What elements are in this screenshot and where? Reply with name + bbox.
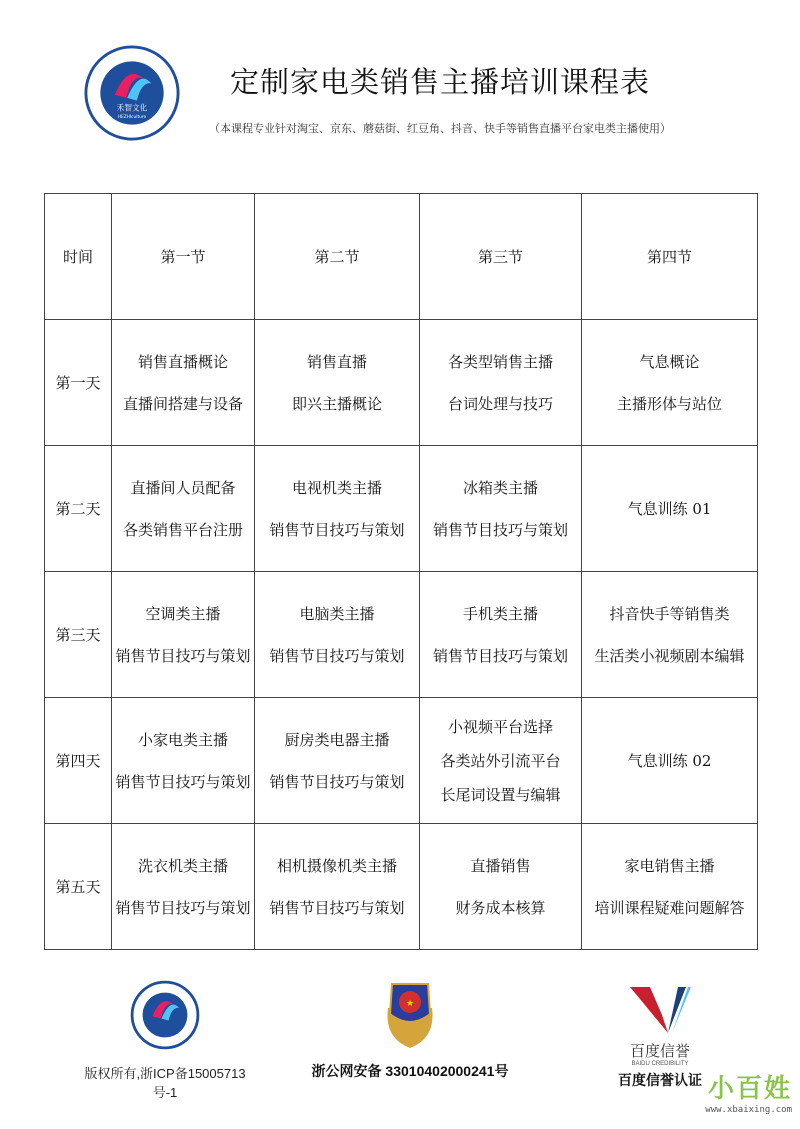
table-row xyxy=(45,320,758,446)
baidu-logo-en: BAIDU CREDIBILITY xyxy=(631,1061,689,1067)
course-line: 销售节目技巧与策划 xyxy=(269,646,405,665)
course-line: 主播形体与站位 xyxy=(616,394,722,413)
watermark-url: www.xbaixing.com xyxy=(705,1105,792,1115)
course-line: 抖音快手等销售类 xyxy=(609,604,730,623)
course-cell xyxy=(582,446,758,572)
table-row xyxy=(45,698,758,824)
course-line: 销售节目技巧与策划 xyxy=(115,646,251,665)
page-subtitle: （本课程专业针对淘宝、京东、蘑菇街、红豆角、抖音、快手等销售直播平台家电类主播使用） xyxy=(209,122,671,135)
course-cell xyxy=(112,572,255,698)
course-line: 气息训练 02 xyxy=(627,751,712,770)
course-line: 销售节目技巧与策划 xyxy=(115,898,251,917)
row-day: 第三天 xyxy=(45,572,112,698)
course-cell xyxy=(255,320,420,446)
course-cell xyxy=(255,446,420,572)
course-line: 财务成本核算 xyxy=(455,898,546,917)
course-cell xyxy=(420,698,582,824)
table-header-row xyxy=(45,194,758,320)
table-row xyxy=(45,446,758,572)
header-session-3: 第三节 xyxy=(420,194,582,320)
course-line: 销售节目技巧与策划 xyxy=(432,646,568,665)
course-cell xyxy=(112,698,255,824)
copyright-text: 版权所有,浙ICP备15005713号-1 xyxy=(84,1066,246,1100)
svg-text:禾智文化: 禾智文化 xyxy=(116,103,148,113)
course-line: 长尾词设置与编辑 xyxy=(440,785,561,804)
police-badge-icon xyxy=(380,978,440,1050)
footer-copyright xyxy=(80,980,250,1101)
header-time: 时间 xyxy=(45,194,112,320)
row-day: 第五天 xyxy=(45,824,112,950)
course-line: 销售直播 xyxy=(306,352,367,371)
course-cell xyxy=(255,572,420,698)
row-day: 第二天 xyxy=(45,446,112,572)
course-cell xyxy=(420,572,582,698)
course-cell xyxy=(582,320,758,446)
row-day: 第四天 xyxy=(45,698,112,824)
course-cell xyxy=(420,446,582,572)
course-cell xyxy=(420,824,582,950)
header-session-4: 第四节 xyxy=(582,194,758,320)
course-line: 手机类主播 xyxy=(462,604,538,623)
course-line: 各类型销售主播 xyxy=(447,352,553,371)
course-cell xyxy=(112,824,255,950)
course-line: 台词处理与技巧 xyxy=(447,394,553,413)
baidu-logo-cn: 百度信誉 xyxy=(629,1043,690,1060)
course-cell xyxy=(255,824,420,950)
course-line: 销售直播概论 xyxy=(137,352,228,371)
course-line: 直播间人员配备 xyxy=(130,478,236,497)
course-line: 厨房类电器主播 xyxy=(284,730,390,749)
header-session-1: 第一节 xyxy=(112,194,255,320)
course-cell xyxy=(112,446,255,572)
course-line: 电视机类主播 xyxy=(291,478,382,497)
course-line: 即兴主播概论 xyxy=(291,394,382,413)
course-line: 相机摄像机类主播 xyxy=(276,856,397,875)
course-line: 气息概论 xyxy=(639,352,700,371)
course-cell xyxy=(582,572,758,698)
course-line: 电脑类主播 xyxy=(299,604,375,623)
baidu-credibility-logo xyxy=(628,985,692,1035)
course-cell xyxy=(255,698,420,824)
table-row xyxy=(45,572,758,698)
course-line: 冰箱类主播 xyxy=(462,478,538,497)
course-line: 销售节目技巧与策划 xyxy=(432,520,568,539)
course-cell xyxy=(582,698,758,824)
page-title: 定制家电类销售主播培训课程表 xyxy=(229,65,650,99)
course-line: 家电销售主播 xyxy=(624,856,715,875)
course-schedule-table xyxy=(44,193,758,950)
course-cell xyxy=(582,824,758,950)
course-line: 培训课程疑难问题解答 xyxy=(594,898,745,917)
row-day: 第一天 xyxy=(45,320,112,446)
course-line: 直播间搭建与设备 xyxy=(122,394,243,413)
hezhi-logo-small xyxy=(130,980,200,1050)
course-line: 洗衣机类主播 xyxy=(137,856,228,875)
course-line: 销售节目技巧与策划 xyxy=(115,772,251,791)
course-line: 小视频平台选择 xyxy=(447,717,553,736)
watermark-text: 小百姓 xyxy=(707,1074,792,1104)
course-line: 各类销售平台注册 xyxy=(122,520,243,539)
watermark xyxy=(705,1068,792,1115)
course-cell xyxy=(112,320,255,446)
course-line: 各类站外引流平台 xyxy=(440,751,561,770)
course-cell xyxy=(420,320,582,446)
svg-text:★: ★ xyxy=(405,998,415,1008)
svg-text:HEZHIculture: HEZHIculture xyxy=(117,114,147,120)
footer-police xyxy=(310,978,510,1081)
course-line: 销售节目技巧与策划 xyxy=(269,898,405,917)
police-record-text: 浙公网安备 33010402000241号 xyxy=(311,1063,509,1079)
course-line: 销售节目技巧与策划 xyxy=(269,772,405,791)
course-line: 气息训练 01 xyxy=(627,499,712,518)
course-line: 小家电类主播 xyxy=(137,730,228,749)
course-line: 销售节目技巧与策划 xyxy=(269,520,405,539)
baidu-cert-text: 百度信誉认证 xyxy=(618,1072,702,1088)
table-row xyxy=(45,824,758,950)
footer-baidu xyxy=(605,985,715,1090)
header-session-2: 第二节 xyxy=(255,194,420,320)
course-line: 空调类主播 xyxy=(145,604,221,623)
course-line: 直播销售 xyxy=(470,856,531,875)
course-line: 生活类小视频剧本编辑 xyxy=(594,646,745,665)
